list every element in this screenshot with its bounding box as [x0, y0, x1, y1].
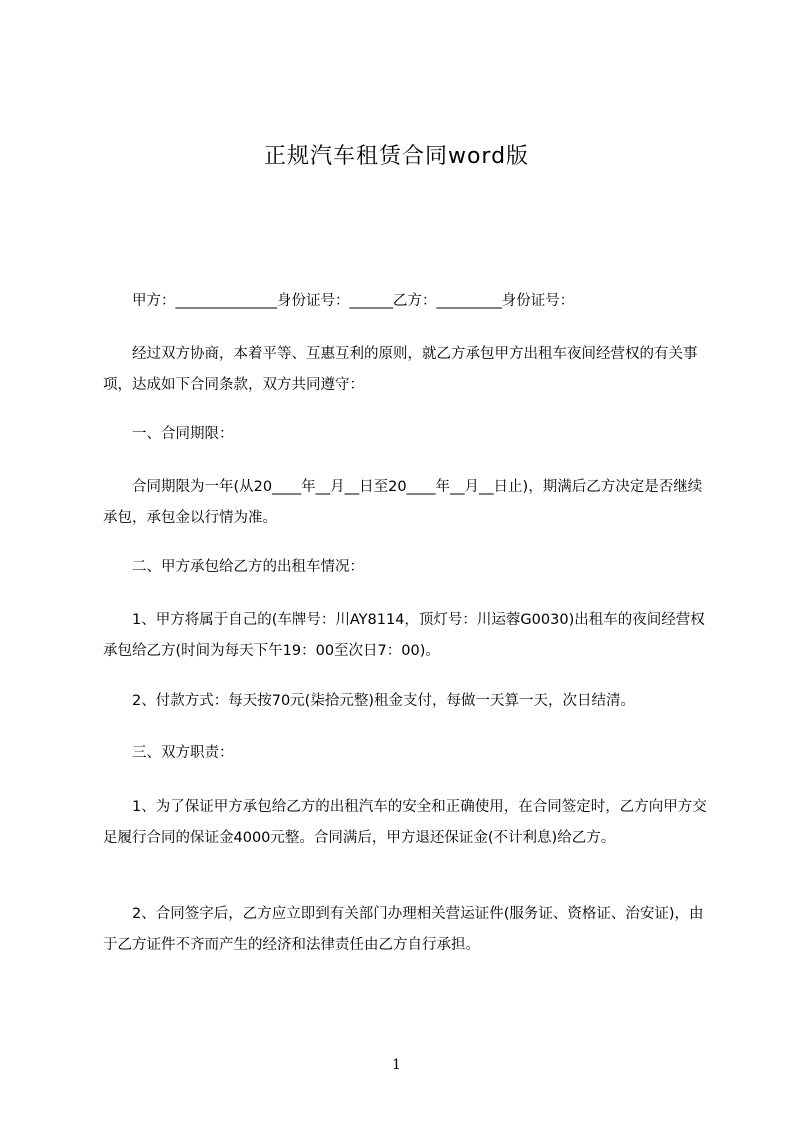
section-3-item-1: 1、为了保证甲方承包给乙方的出租汽车的安全和正确使用，在合同签定时，乙方向甲方交足履行合同的保证金4000元整。合同满后，甲方退还保证金(不计利息)给乙方。 [103, 799, 707, 846]
parties-line: 甲方：______________身份证号：______乙方：_________身份证号： [103, 293, 575, 309]
page-number: 1 [392, 1057, 401, 1073]
section-3-heading: 三、双方职责： [103, 745, 234, 761]
preamble-paragraph: 经过双方协商，本着平等、互惠互利的原则，就乙方承包甲方出租车夜间经营权的有关事项，达成如下合同条款，双方共同遵守： [103, 346, 698, 393]
section-1-heading: 一、合同期限： [103, 426, 234, 442]
section-1-body: 合同期限为一年(从20____年__月__日至20____年__月__日止)，期满后乙方决定是否继续承包，承包金以行情为准。 [103, 479, 703, 526]
section-2-heading: 二、甲方承包给乙方的出租车情况： [103, 559, 364, 575]
section-3-item-2: 2、合同签字后，乙方应立即到有关部门办理相关营运证件(服务证、资格证、治安证)，由于乙方证件不齐而产生的经济和法律责任由乙方自行承担。 [103, 906, 704, 953]
document-title: 正规汽车租赁合同word版 [263, 144, 530, 169]
section-2-item-2: 2、付款方式：每天按70元(柒拾元整)租金支付，每做一天算一天，次日结清。 [103, 693, 635, 709]
section-2-item-1: 1、甲方将属于自己的(车牌号：川AY8114，顶灯号：川运蓉G0030)出租车的夜间经营权承包给乙方(时间为每天下午19：00至次日7：00)。 [103, 612, 705, 659]
